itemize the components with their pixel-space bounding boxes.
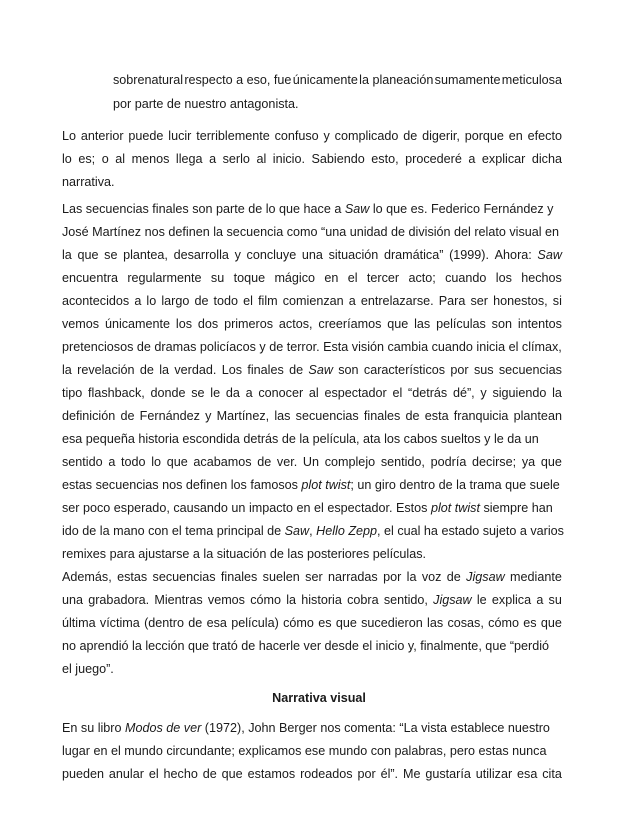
text-line: acontecidos a lo largo de todo el film comienzan a entrelazarse. Para ser honestos, si bbox=[62, 294, 562, 308]
text-line: no aprendió la lección que trató de hacerle ver desde el inicio y, finalmente, que “perdió bbox=[62, 639, 550, 653]
text-line: narrativa. bbox=[62, 175, 115, 189]
text-line: la que se plantea, desarrolla y concluye una situación dramática” (1999). Ahora: Saw bbox=[62, 248, 562, 262]
text-line: definición de Fernández y Martínez, las secuencias finales de esta franquicia plantean bbox=[62, 409, 562, 423]
text-line: sentido a todo lo que acabamos de ver. Un complejo sentido, podría decirse; ya que bbox=[62, 455, 562, 469]
text-line: última víctima (dentro de esa película) cómo es que sucedieron las cosas, cómo es que bbox=[62, 616, 562, 630]
text-line: pueden anular el hecho de que estamos rodeados por él”. Me gustaría utilizar esa cita bbox=[62, 767, 562, 781]
text-line: pretenciosos de dramas policíacos y de terror. Esta visión cambia cuando inicia el clímax, bbox=[62, 340, 562, 354]
text-line: ser poco esperado, causando un impacto en el espectador. Estos plot twist siempre han bbox=[62, 501, 553, 515]
text-line: el juego”. bbox=[62, 662, 114, 676]
text-line: tipo flashback, donde se le da a conocer al espectador el “detrás dé”, y siguiendo la bbox=[62, 386, 562, 400]
text-line: sobrenatural respecto a eso, fue únicamente la planeación sumamente meticulosa bbox=[113, 73, 562, 87]
text-line: una grabadora. Mientras vemos cómo la historia cobra sentido, Jigsaw le explica a su bbox=[62, 593, 562, 607]
text-line: Lo anterior puede lucir terriblemente confuso y complicado de digerir, porque en efecto bbox=[62, 129, 562, 143]
text-line: por parte de nuestro antagonista. bbox=[113, 97, 299, 111]
text-line: remixes para ajustarse a la situación de las posteriores películas. bbox=[62, 547, 427, 561]
text-line: Además, estas secuencias finales suelen ser narradas por la voz de Jigsaw mediante bbox=[62, 570, 562, 584]
text-line: lo es; o al menos llega a serlo al inicio. Sabiendo esto, procederé a explicar dicha bbox=[62, 152, 562, 166]
text-line: estas secuencias nos definen los famosos plot twist; un giro dentro de la trama que suele bbox=[62, 478, 560, 492]
text-line: lugar en el mundo circundante; explicamos ese mundo con palabras, pero estas nunca bbox=[62, 744, 547, 758]
section-title: Narrativa visual bbox=[272, 691, 366, 705]
text-line: esa pequeña historia escondida detrás de la película, ata los cabos sueltos y le da un bbox=[62, 432, 539, 446]
text-line: vemos únicamente los dos primeros actos, creeríamos que las películas son intentos bbox=[62, 317, 562, 331]
text-line: la revelación de la verdad. Los finales de Saw son característicos por sus secuencias bbox=[62, 363, 562, 377]
text-line: Las secuencias finales son parte de lo que hace a Saw lo que es. Federico Fernández y bbox=[62, 202, 554, 216]
text-line: encuentra regularmente su toque mágico en el tercer acto; cuando los hechos bbox=[62, 271, 562, 285]
text-line: ido de la mano con el tema principal de Saw, Hello Zepp, el cual ha estado sujeto a varios bbox=[62, 524, 564, 538]
text-line: José Martínez nos definen la secuencia como “una unidad de división del relato visual en bbox=[62, 225, 560, 239]
text-line: En su libro Modos de ver (1972), John Berger nos comenta: “La vista establece nuestro bbox=[62, 721, 550, 735]
